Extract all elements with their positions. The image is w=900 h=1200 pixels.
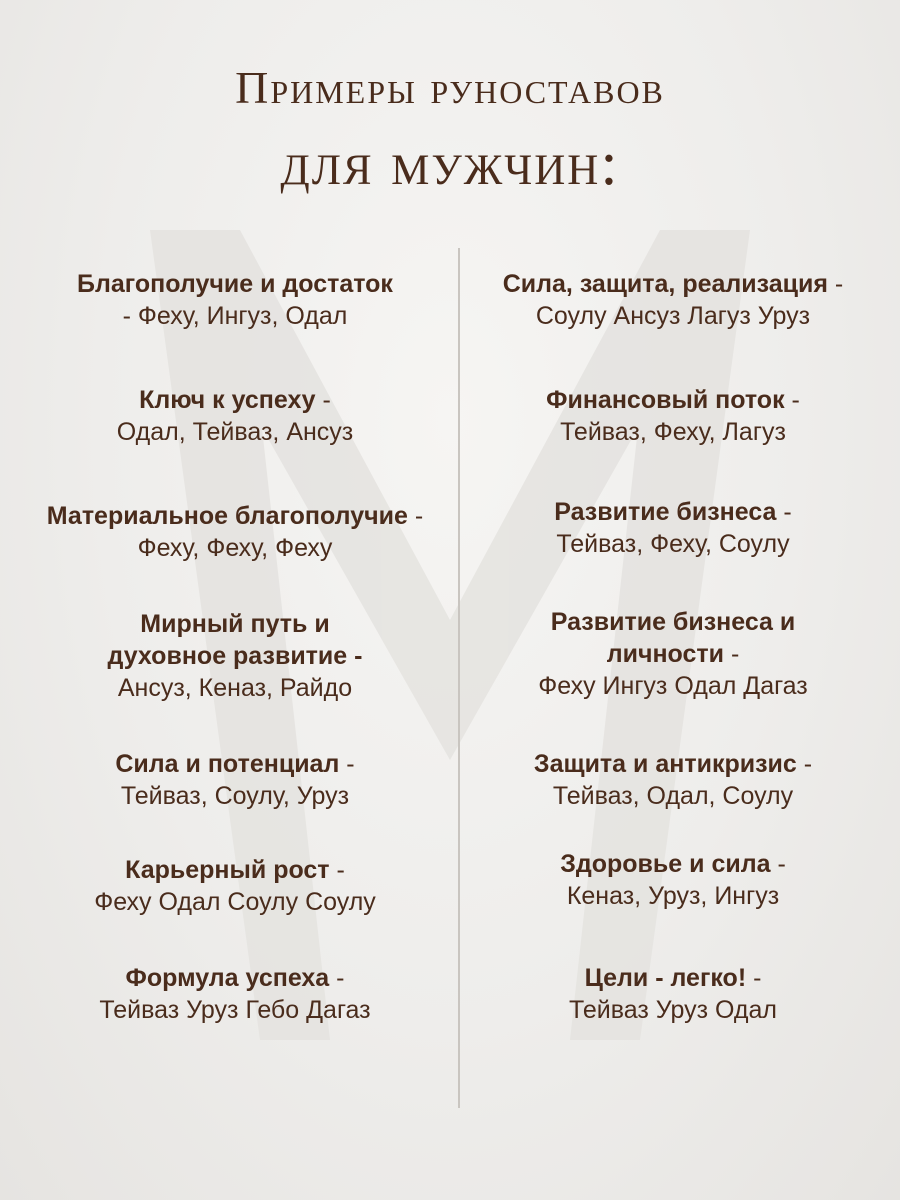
item-heading: Мирный путь и духовное развитие - xyxy=(107,610,363,670)
page-title xyxy=(0,50,900,202)
item-dash: - xyxy=(770,850,786,878)
item-heading: Формула успеха xyxy=(125,964,330,992)
list-item xyxy=(453,962,893,1026)
item-heading: Финансовый поток xyxy=(546,386,785,414)
list-item xyxy=(453,848,893,912)
item-heading: Сила и потенциал xyxy=(115,750,340,778)
item-dash: - xyxy=(827,270,844,298)
list-item xyxy=(15,608,455,704)
list-item xyxy=(453,268,893,332)
list-item xyxy=(453,496,893,560)
list-item xyxy=(453,384,893,448)
list-item xyxy=(15,748,455,812)
item-heading: Защита и антикризис xyxy=(533,750,797,778)
item-runes: Ансуз, Кеназ, Райдо xyxy=(117,674,353,702)
item-runes: Тейваз, Соулу, Уруз xyxy=(120,782,350,810)
list-item xyxy=(15,268,455,332)
item-dash: - xyxy=(407,502,424,530)
item-runes: Феху Ингуз Одал Дагаз xyxy=(538,672,808,700)
item-heading: Благополучие и достаток xyxy=(77,270,393,298)
item-heading: Развитие бизнеса и личности xyxy=(550,608,796,668)
item-runes: Тейваз, Феху, Лагуз xyxy=(560,418,786,446)
item-runes: Тейваз, Феху, Соулу xyxy=(556,530,790,558)
item-runes: Феху, Феху, Феху xyxy=(137,534,333,562)
item-runes: Одал, Тейваз, Ансуз xyxy=(116,418,354,446)
list-item xyxy=(453,748,893,812)
item-runes: Соулу Ансуз Лагуз Уруз xyxy=(535,302,811,330)
item-heading: Материальное благополучие xyxy=(46,502,408,530)
item-runes: Феху Одал Соулу Соулу xyxy=(94,888,376,916)
item-runes: Тейваз Уруз Гебо Дагаз xyxy=(99,996,371,1024)
list-item xyxy=(15,500,455,564)
item-dash: - xyxy=(784,386,800,414)
title-line-2: для мужчин: xyxy=(280,130,620,198)
title-line-1: Примеры руноставов xyxy=(235,62,665,113)
item-heading: Сила, защита, реализация xyxy=(502,270,828,298)
list-item xyxy=(453,606,893,702)
item-dash: - xyxy=(329,856,345,884)
item-runes: Кеназ, Уруз, Ингуз xyxy=(566,882,780,910)
item-dash: - xyxy=(329,964,345,992)
item-runes: Тейваз Уруз Одал xyxy=(568,996,778,1024)
item-heading: Развитие бизнеса xyxy=(554,498,777,526)
item-dash: - xyxy=(724,640,740,668)
list-item xyxy=(15,962,455,1026)
item-heading: Карьерный рост xyxy=(125,856,330,884)
list-item xyxy=(15,854,455,918)
item-dash: - xyxy=(315,386,331,414)
item-dash: - xyxy=(776,498,792,526)
item-dash: - xyxy=(339,750,355,778)
item-heading: Цели - легко! xyxy=(584,964,747,992)
item-dash: - xyxy=(796,750,813,778)
item-runes: - Феху, Ингуз, Одал xyxy=(122,302,348,330)
list-item xyxy=(15,384,455,448)
item-heading: Ключ к успеху xyxy=(139,386,316,414)
item-heading: Здоровье и сила xyxy=(560,850,771,878)
item-runes: Тейваз, Одал, Соулу xyxy=(552,782,794,810)
item-dash: - xyxy=(746,964,762,992)
